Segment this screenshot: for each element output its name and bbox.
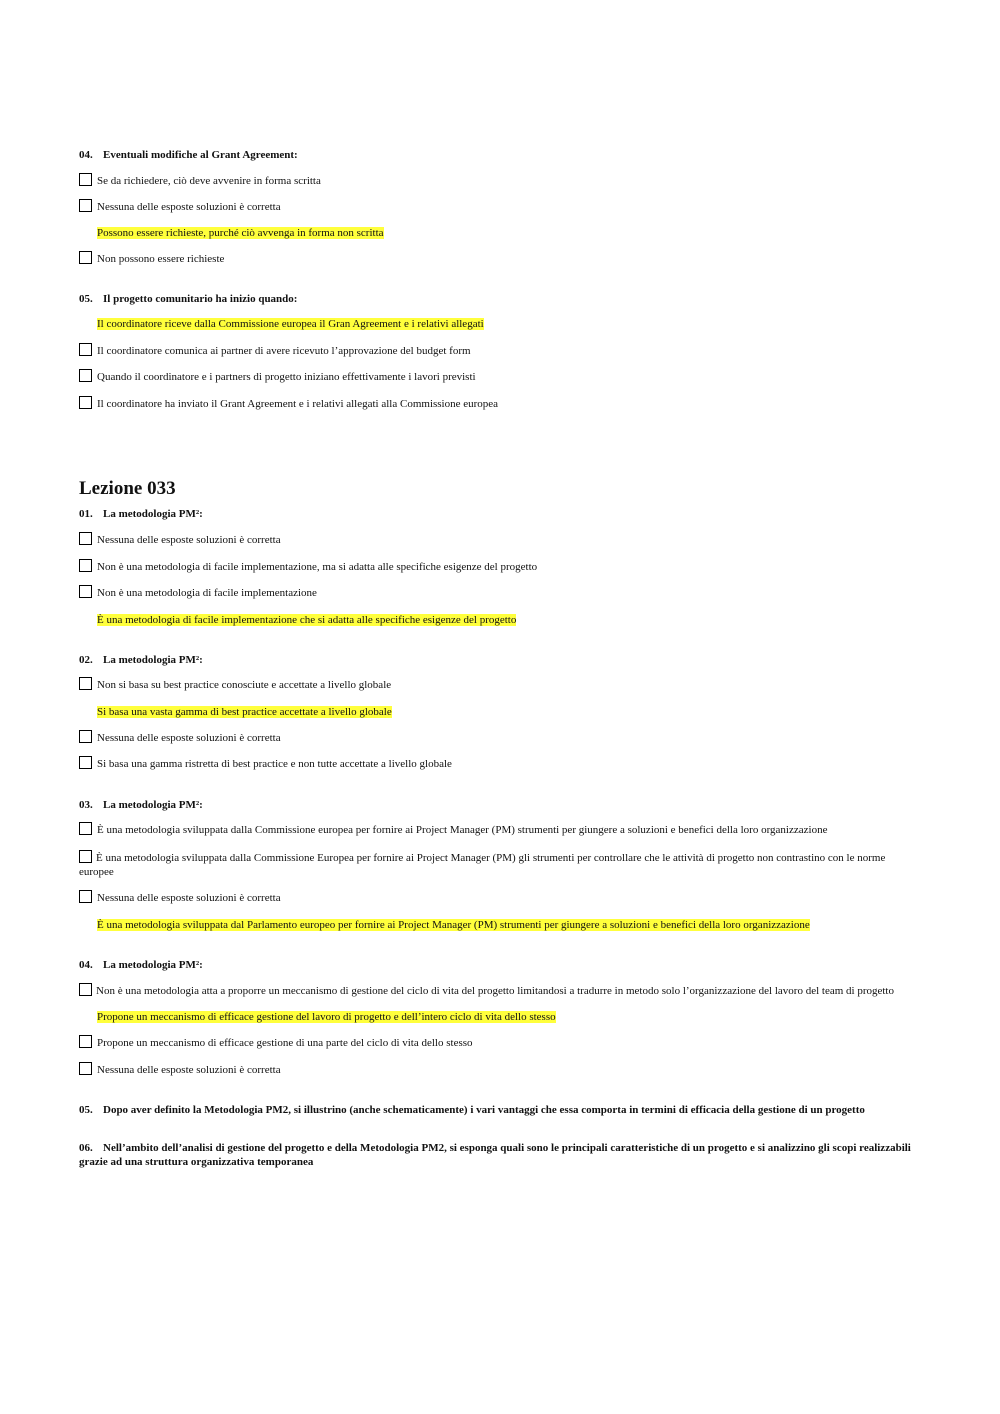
answer-option[interactable]: Quando il coordinatore e i partners di progetto iniziano effettivamente i lavori previsti [79, 370, 919, 384]
answer-option[interactable]: Nessuna delle esposte soluzioni è corretta [79, 1063, 919, 1077]
lesson-title: Lezione 033 [79, 478, 176, 499]
checkbox[interactable] [79, 1035, 92, 1048]
answer-option-correct[interactable] [79, 226, 919, 240]
answer-option[interactable]: Si basa una gamma ristretta di best practice e non tutte accettate a livello globale [79, 757, 919, 771]
document-page [79, 145, 919, 1169]
answer-option-correct[interactable] [79, 613, 919, 627]
highlighted-answer: Si basa una vasta gamma di best practice accettate a livello globale [97, 706, 392, 718]
checkbox[interactable] [79, 251, 92, 264]
checkbox[interactable] [79, 173, 92, 186]
checkbox[interactable] [79, 983, 92, 996]
checkbox[interactable] [79, 396, 92, 409]
answer-option[interactable]: Non è una metodologia di facile implementazione [79, 586, 919, 600]
answer-option-correct[interactable] [79, 317, 919, 331]
checkbox[interactable] [79, 756, 92, 769]
highlighted-answer: È una metodologia sviluppata dal Parlamento europeo per fornire ai Project Manager (PM) strumenti per giungere a soluzioni e benefici della loro organizzazione [97, 919, 810, 931]
answer-option[interactable]: Non è una metodologia di facile implementazione, ma si adatta alle specifiche esigenze del progetto [79, 560, 919, 574]
answer-option[interactable]: Se da richiedere, ciò deve avvenire in forma scritta [79, 174, 919, 188]
checkbox[interactable] [79, 585, 92, 598]
highlighted-answer: Propone un meccanismo di efficace gestione del lavoro di progetto e dell’intero ciclo di vita dello stesso [97, 1011, 556, 1023]
answer-option-correct[interactable] [79, 705, 919, 719]
answer-option[interactable]: È una metodologia sviluppata dalla Commissione europea per fornire ai Project Manager (PM) strumenti per giungere a soluzioni e benefici della loro organizzazione [79, 823, 919, 837]
checkbox[interactable] [79, 890, 92, 903]
answer-option-correct[interactable] [79, 918, 919, 932]
answer-option[interactable]: È una metodologia sviluppata dalla Commissione Europea per fornire ai Project Manager (PM) gli strumenti per controllare che le attività di progetto non contrastino con le norme europee [79, 852, 886, 878]
checkbox[interactable] [79, 559, 92, 572]
checkbox[interactable] [79, 1062, 92, 1075]
open-question: 05. Dopo aver definito la Metodologia PM2, si illustrino (anche schematicamente) i vari vantaggi che essa comporta in termini di efficacia della gestione di un progetto [79, 1104, 865, 1116]
question-title: 02. La metodologia PM²: [79, 654, 203, 666]
question-title: 04. Eventuali modifiche al Grant Agreement: [79, 149, 298, 161]
question-title: 03. La metodologia PM²: [79, 799, 203, 811]
answer-option[interactable]: Non possono essere richieste [79, 252, 919, 266]
highlighted-answer: Possono essere richieste, purché ciò avvenga in forma non scritta [97, 227, 384, 239]
checkbox[interactable] [79, 343, 92, 356]
checkbox[interactable] [79, 677, 92, 690]
question-title: 01. La metodologia PM²: [79, 508, 203, 520]
open-question: 06. Nell’ambito dell’analisi di gestione del progetto e della Metodologia PM2, si esponga quali sono le principali caratteristiche di un progetto e si analizzino gli scopi realizzabili grazie ad una struttura organizzativa temporanea [79, 1142, 911, 1168]
answer-option[interactable]: Nessuna delle esposte soluzioni è corretta [79, 533, 919, 547]
question-title: 05. Il progetto comunitario ha inizio quando: [79, 293, 298, 305]
checkbox[interactable] [79, 850, 92, 863]
highlighted-answer: È una metodologia di facile implementazione che si adatta alle specifiche esigenze del progetto [97, 614, 517, 626]
answer-option-correct[interactable] [79, 1010, 919, 1024]
checkbox[interactable] [79, 199, 92, 212]
question-title: 04. La metodologia PM²: [79, 959, 203, 971]
checkbox[interactable] [79, 369, 92, 382]
checkbox[interactable] [79, 532, 92, 545]
answer-option[interactable]: Il coordinatore comunica ai partner di avere ricevuto l’approvazione del budget form [79, 344, 919, 358]
highlighted-answer: Il coordinatore riceve dalla Commissione europea il Gran Agreement e i relativi allegati [97, 318, 484, 330]
answer-option[interactable]: Nessuna delle esposte soluzioni è corretta [79, 731, 919, 745]
checkbox[interactable] [79, 730, 92, 743]
answer-option[interactable]: Nessuna delle esposte soluzioni è corretta [79, 891, 919, 905]
answer-option[interactable]: Il coordinatore ha inviato il Grant Agreement e i relativi allegati alla Commissione europea [79, 397, 919, 411]
answer-option[interactable]: Nessuna delle esposte soluzioni è corretta [79, 200, 919, 214]
answer-option[interactable]: Non si basa su best practice conosciute e accettate a livello globale [79, 678, 919, 692]
checkbox[interactable] [79, 822, 92, 835]
answer-option[interactable]: Non è una metodologia atta a proporre un meccanismo di gestione del ciclo di vita del progetto limitandosi a tradurre in metodo solo l’organizzazione del lavoro del team di progetto [79, 983, 919, 998]
answer-option[interactable]: Propone un meccanismo di efficace gestione di una parte del ciclo di vita dello stesso [79, 1036, 919, 1050]
